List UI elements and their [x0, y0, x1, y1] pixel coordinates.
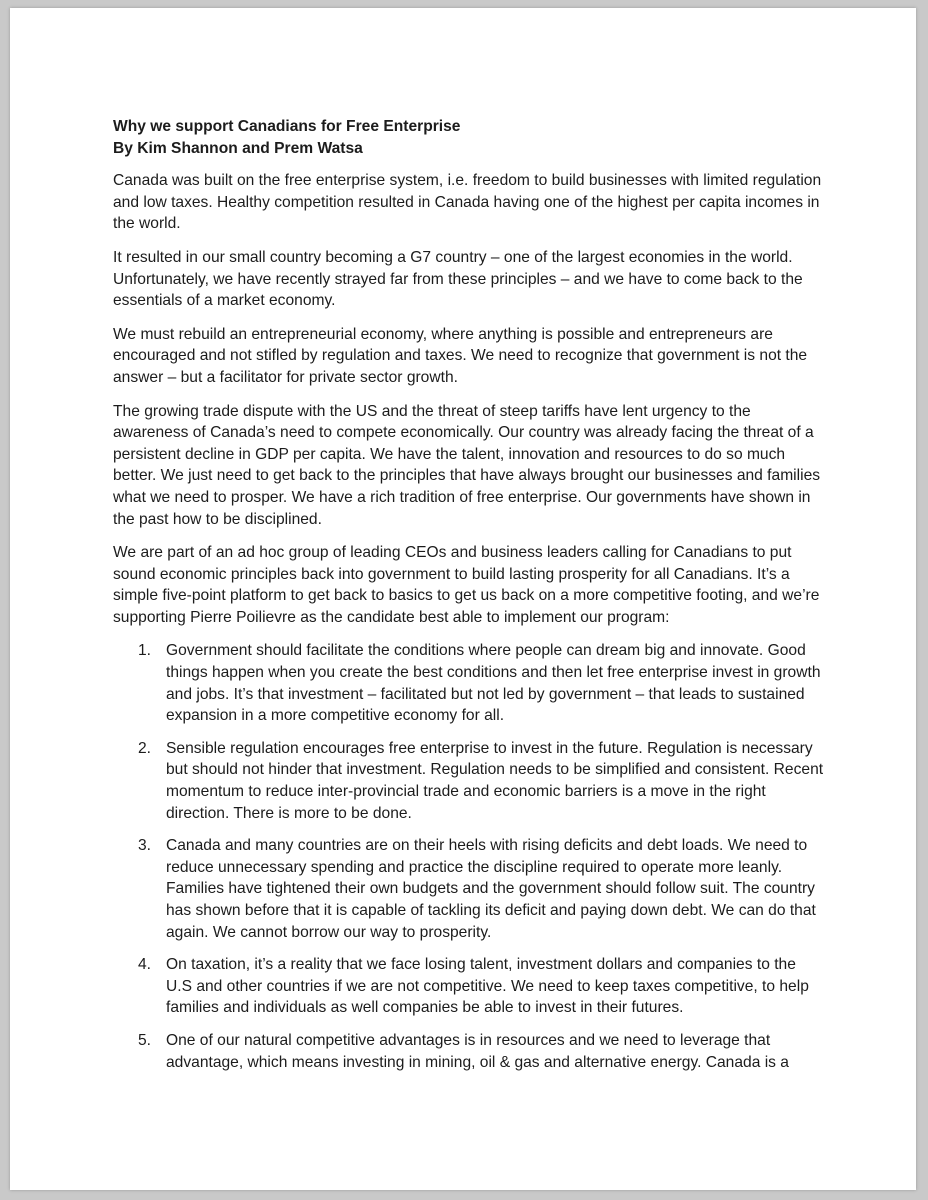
- list-item-number: 1.: [138, 642, 152, 660]
- list-item-text: Sensible regulation encourages free enterprise to invest in the future. Regulation is necessary but should not hinder that investment. Regulation needs to be simplified and consistent. Recent momentum to reduce inter-provincial trade and economic barriers is a move in the right direction. There is more to be done.: [166, 739, 824, 822]
- list-item: [113, 738, 825, 824]
- paragraph: We are part of an ad hoc group of leading CEOs and business leaders calling for Canadians to put sound economic principles back into government to build lasting prosperity for all Canadians. It’s a simple five-point platform to get back to basics to get us back on a more competitive footing, and we’re supporting Pierre Poilievre as the candidate best able to implement our program:: [113, 544, 820, 626]
- list-item-text: One of our natural competitive advantages is in resources and we need to leverage that advantage, which means investing in mining, oil & gas and alternative energy. Canada is a: [166, 1031, 789, 1071]
- list-item-text: Government should facilitate the conditions where people can dream big and innovate. Good things happen when you create the best conditions and then let free enterprise invest in growth and jobs. It’s that investment – facilitated but not led by government – that leads to sustained expansion in a more competitive economy for all.: [166, 642, 821, 725]
- five-point-list: [113, 640, 825, 1073]
- list-item-text: Canada and many countries are on their heels with rising deficits and debt loads. We need to reduce unnecessary spending and practice the discipline required to operate more leanly. Families have tightened their own budgets and the government should follow suit. The country has shown before that it is capable of tackling its deficit and paying down debt. We can do that again. We cannot borrow our way to prosperity.: [166, 837, 816, 941]
- paragraph: We must rebuild an entrepreneurial economy, where anything is possible and entrepreneurs are encouraged and not stifled by regulation and taxes. We need to recognize that government is not the answer – but a facilitator for private sector growth.: [113, 325, 808, 386]
- list-item-number: 5.: [138, 1031, 152, 1049]
- list-item-number: 3.: [138, 837, 152, 855]
- list-item: [113, 954, 825, 1019]
- paragraph: The growing trade dispute with the US and the threat of steep tariffs have lent urgency to the awareness of Canada’s need to compete economically. Our country was already facing the threat of a persistent decline in GDP per capita. We have the talent, innovation and resources to do so much better. We just need to get back to the principles that have always brought our businesses and families what we need to prosper. We have a rich tradition of free enterprise. Our governments have shown in the past how to be disciplined.: [113, 402, 821, 528]
- document-byline: By Kim Shannon and Prem Watsa: [113, 139, 363, 157]
- document-page: [10, 8, 916, 1190]
- list-item-number: 2.: [138, 739, 152, 757]
- document-body: [113, 116, 825, 1084]
- document-title: Why we support Canadians for Free Enterprise: [113, 118, 461, 135]
- list-item-number: 4.: [138, 956, 152, 974]
- paragraph: It resulted in our small country becoming a G7 country – one of the largest economies in the world. Unfortunately, we have recently strayed far from these principles – and we have to come back to the essentials of a market economy.: [113, 248, 803, 310]
- paragraph: Canada was built on the free enterprise system, i.e. freedom to build businesses with limited regulation and low taxes. Healthy competition resulted in Canada having one of the highest per capita incomes in the world.: [113, 172, 822, 233]
- list-item: [113, 1030, 825, 1073]
- list-item-text: On taxation, it’s a reality that we face losing talent, investment dollars and companies to the U.S and other countries if we are not competitive. We need to keep taxes competitive, to help families and individuals as well companies be able to invest in their futures.: [166, 956, 809, 1017]
- list-item: [113, 835, 825, 943]
- list-item: [113, 640, 825, 726]
